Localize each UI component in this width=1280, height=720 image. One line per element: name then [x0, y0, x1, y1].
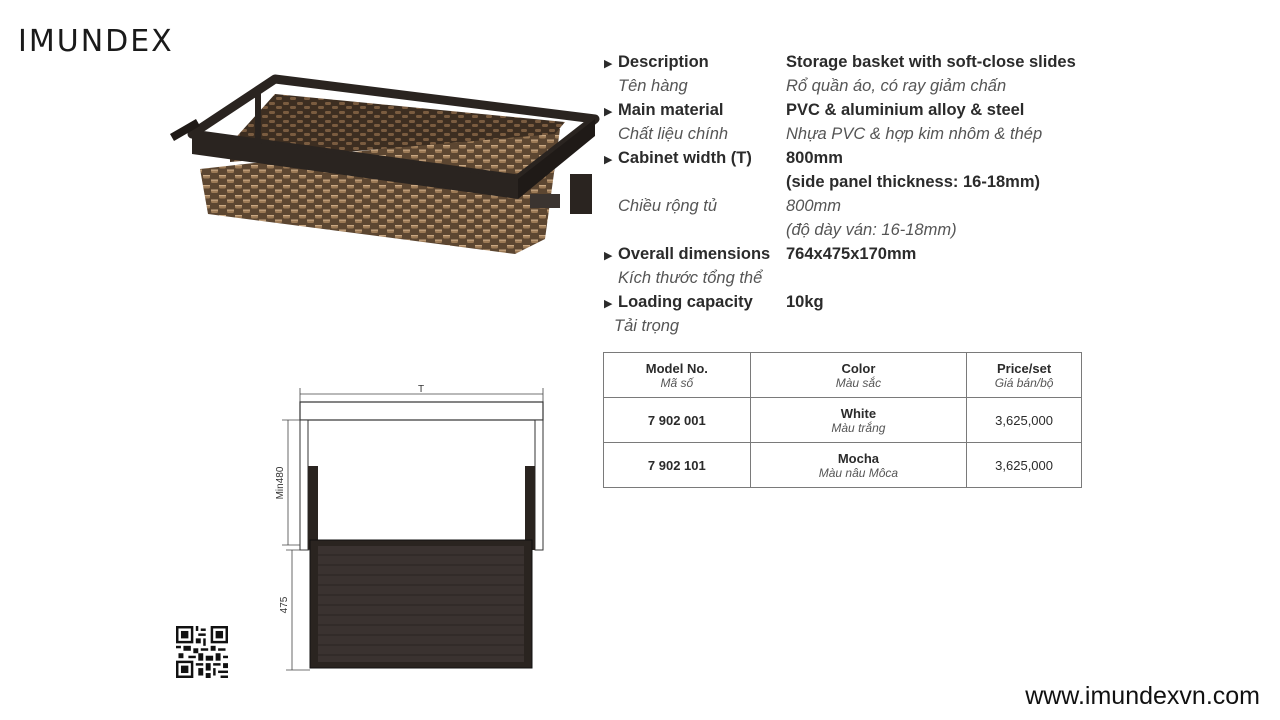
- width-label: T: [417, 384, 425, 395]
- table-row: [604, 398, 1082, 443]
- height-label: Min480: [275, 466, 286, 500]
- website-url[interactable]: www.imundexvn.com: [1025, 682, 1260, 710]
- table-row: [604, 443, 1082, 488]
- header-price: Price/set Giá bán/bộ: [967, 353, 1082, 398]
- spec-material: ▶ Main material PVC & aluminium alloy & steel: [604, 100, 1025, 119]
- model-price-table: [603, 352, 1082, 488]
- price-cell: 3,625,000: [967, 443, 1082, 488]
- model-number: 7 902 001: [604, 398, 751, 443]
- header-model: Model No. Mã số: [604, 353, 751, 398]
- depth-label: 475: [279, 596, 290, 614]
- bullet-arrow-icon: ▶: [604, 297, 613, 310]
- color-cell: White Màu trắng: [750, 398, 966, 443]
- spec-cabinet-width: ▶ Cabinet width (T) 800mm: [604, 148, 843, 167]
- spec-capacity: ▶ Loading capacity 10kg: [604, 292, 824, 311]
- bullet-arrow-icon: ▶: [604, 153, 613, 166]
- brand-logo: IMUNDEX: [18, 24, 174, 59]
- price-cell: 3,625,000: [967, 398, 1082, 443]
- bullet-arrow-icon: ▶: [604, 249, 613, 262]
- table-header-row: [604, 353, 1082, 398]
- bullet-arrow-icon: ▶: [604, 57, 613, 70]
- bullet-arrow-icon: ▶: [604, 105, 613, 118]
- spec-dimensions: ▶ Overall dimensions 764x475x170mm: [604, 244, 917, 263]
- header-color: Color Màu sắc: [750, 353, 966, 398]
- technical-drawing: [270, 380, 560, 680]
- color-cell: Mocha Màu nâu Môca: [750, 443, 966, 488]
- spec-description: ▶ Description Storage basket with soft-close slides: [604, 52, 1076, 71]
- qr-code-icon[interactable]: [176, 626, 228, 678]
- model-number: 7 902 101: [604, 443, 751, 488]
- spec-list: ▶ Description Storage basket with soft-close slides Tên hàng Rổ quần áo, có ray giảm chấn ▶ Main material PVC & aluminium alloy & steel Chất liệu chính Nhựa PVC & hợp kim nhôm & thép ▶ Cabinet width (T) 800mm (side panel thickness: 16-18mm) Chiều rộng tủ 800mm (độ dày ván: 16-18mm) ▶ Overall dimensions 764x475x170mm Kích thước tổng thể ▶ Loading capacity 10kg Tải trọng: [604, 50, 1204, 338]
- product-photo: [170, 74, 600, 274]
